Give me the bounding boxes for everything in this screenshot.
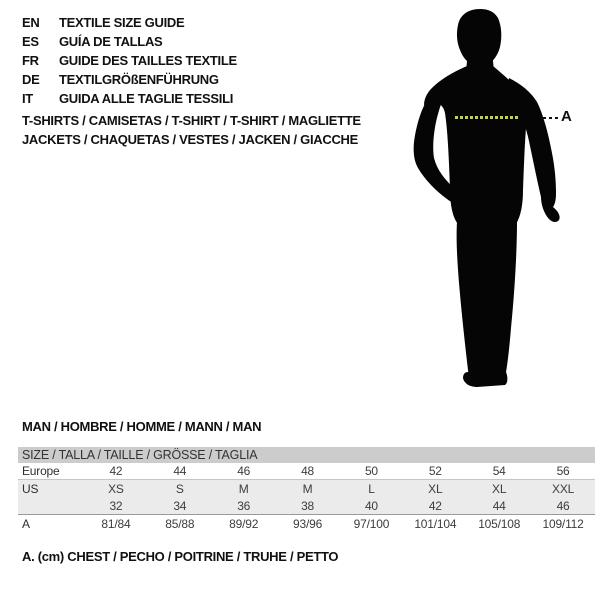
category-line-jackets: JACKETS / CHAQUETAS / VESTES / JACKEN / GIACCHE bbox=[22, 132, 358, 147]
table-cell: M bbox=[302, 481, 313, 496]
language-row bbox=[22, 70, 237, 89]
language-label: GUIDE DES TAILLES TEXTILE bbox=[59, 53, 237, 68]
size-table-header: SIZE / TALLA / TAILLE / GRÖSSE / TAGLIA bbox=[18, 447, 595, 463]
table-cell: 52 bbox=[428, 464, 442, 478]
language-title-list bbox=[22, 13, 237, 108]
table-cell: S bbox=[175, 481, 184, 496]
language-code: ES bbox=[22, 34, 39, 49]
language-row bbox=[22, 13, 237, 32]
size-table bbox=[18, 447, 595, 533]
category-line-tshirts: T-SHIRTS / CAMISETAS / T-SHIRT / T-SHIRT / MAGLIETTE bbox=[22, 113, 361, 128]
measurement-footnote: A. (cm) CHEST / PECHO / POITRINE / TRUHE / PETTO bbox=[22, 549, 339, 564]
language-code: DE bbox=[22, 72, 40, 87]
language-label: GUÍA DE TALLAS bbox=[59, 34, 163, 49]
table-cell: 46 bbox=[237, 464, 251, 478]
section-title-man: MAN / HOMBRE / HOMME / MANN / MAN bbox=[22, 419, 262, 434]
table-cell: 56 bbox=[556, 464, 570, 478]
language-row bbox=[22, 89, 237, 108]
table-cell: 46 bbox=[556, 498, 570, 513]
table-cell: 48 bbox=[301, 464, 315, 478]
language-row bbox=[22, 51, 237, 70]
table-cell: XS bbox=[108, 481, 124, 496]
language-label: TEXTILGRÖßENFÜHRUNG bbox=[59, 72, 219, 87]
table-row-us-numbers bbox=[18, 497, 595, 514]
table-cell: L bbox=[368, 481, 375, 496]
chest-measurement-line bbox=[455, 116, 518, 119]
table-cell: XL bbox=[492, 481, 507, 496]
language-code: IT bbox=[22, 91, 33, 106]
table-cell: 42 bbox=[428, 498, 442, 513]
table-group-us bbox=[18, 479, 595, 514]
language-label: GUIDA ALLE TAGLIE TESSILI bbox=[59, 91, 234, 106]
table-row-us-letters bbox=[18, 480, 595, 497]
table-cell: 42 bbox=[109, 464, 123, 478]
table-row-a bbox=[18, 514, 595, 533]
table-cell: 34 bbox=[173, 498, 187, 513]
measurement-callout-dashes bbox=[543, 117, 559, 119]
table-row-europe bbox=[18, 463, 595, 479]
table-cell: 44 bbox=[173, 464, 187, 478]
row-label: Europe bbox=[22, 464, 60, 478]
row-label: US bbox=[22, 481, 39, 496]
table-cell: M bbox=[238, 481, 249, 496]
table-cell: 97/100 bbox=[353, 517, 390, 531]
table-cell: 54 bbox=[492, 464, 506, 478]
table-cell: XL bbox=[428, 481, 443, 496]
table-cell: 85/88 bbox=[165, 517, 195, 531]
table-cell: 38 bbox=[301, 498, 315, 513]
table-cell: 50 bbox=[364, 464, 378, 478]
table-cell: 93/96 bbox=[293, 517, 323, 531]
table-cell: 81/84 bbox=[101, 517, 131, 531]
table-cell: 101/104 bbox=[414, 517, 457, 531]
row-label: A bbox=[22, 517, 30, 531]
language-code: FR bbox=[22, 53, 39, 68]
language-code: EN bbox=[22, 15, 40, 30]
language-row bbox=[22, 32, 237, 51]
table-cell: 105/108 bbox=[478, 517, 521, 531]
garment-categories bbox=[22, 111, 361, 149]
measurement-label-a: A bbox=[561, 108, 572, 125]
table-cell: 36 bbox=[237, 498, 251, 513]
table-cell: 44 bbox=[492, 498, 506, 513]
table-cell: 89/92 bbox=[229, 517, 259, 531]
table-cell: XXL bbox=[552, 481, 575, 496]
language-label: TEXTILE SIZE GUIDE bbox=[59, 15, 185, 30]
table-cell: 40 bbox=[364, 498, 378, 513]
table-cell: 32 bbox=[109, 498, 123, 513]
man-silhouette bbox=[405, 8, 575, 398]
table-cell: 109/112 bbox=[542, 517, 584, 531]
